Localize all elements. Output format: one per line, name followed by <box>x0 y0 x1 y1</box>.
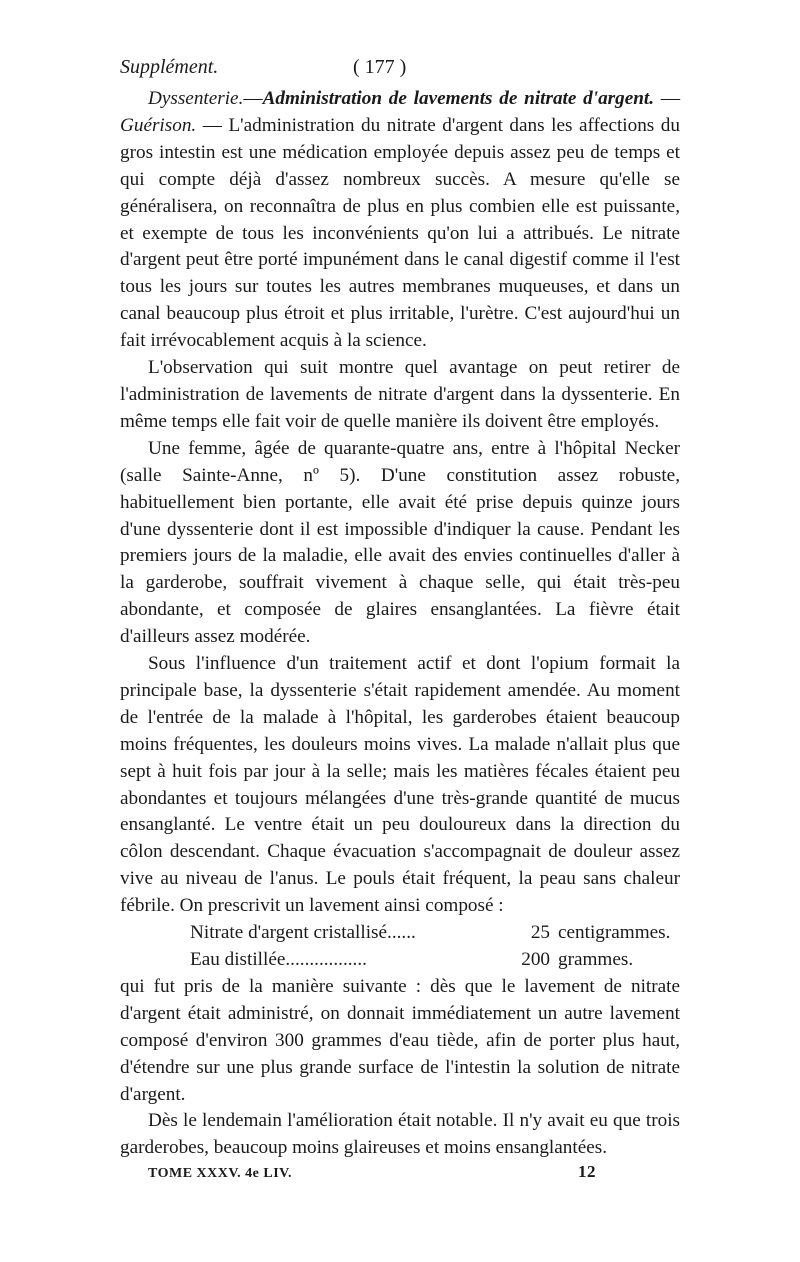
ingredient-unit: centigrammes. <box>558 922 671 944</box>
paragraph: L'observation qui suit montre quel avantage on peut retirer de l'administration de lavements de nitrate d'argent dans la dyssenterie. En même temps elle fait voir de quelle manière ils doivent être employés. <box>120 357 680 432</box>
ingredient-quantity: 25 <box>530 922 550 944</box>
running-title: Supplément. <box>120 56 219 78</box>
article-title-lead: Dyssenterie. <box>148 88 244 109</box>
page-number: ( 177 ) <box>353 56 407 78</box>
subtitle-dash: — <box>660 88 680 109</box>
ingredient-name: Nitrate d'argent cristallisé...... <box>190 922 416 944</box>
paragraph: Sous l'influence d'un traitement actif et dont l'opium formait la principale base, la dyssenterie s'était rapidement amendée. Au moment de l'entrée de la malade à l'hôpital, les garderobes étaient beaucoup moins fréquentes, les douleurs moins vives. La malade n'allait plus que sept à huit fois par jour à la selle; mais les matières fécales étaient peu abondantes et toujours mélangées d'une très-grande quantité de mucus ensanglanté. Le ventre était un peu douloureux dans la direction du côlon descendant. Chaque évacuation s'accompagnait de douleur assez vive au niveau de l'anus. Le pouls était fréquent, la peau sans chaleur fébrile. On prescrivit un lavement ainsi composé : <box>120 653 680 917</box>
prescription <box>120 920 680 974</box>
article-title-paragraph <box>120 86 680 355</box>
article-subtitle: Guérison. <box>120 114 197 136</box>
prescription-row <box>190 947 680 974</box>
paragraph-continuation: qui fut pris de la manière suivante : dès que le lavement de nitrate d'argent était administré, on donnait immédiatement un autre lavement composé d'environ 300 grammes d'eau tiède, afin de porter plus haut, d'étendre sur une plus grande surface de l'intestin la solution de nitrate d'argent. <box>120 975 680 1105</box>
paragraph: Dès le lendemain l'amélioration était notable. Il n'y avait eu que trois garderobes, beaucoup moins glaireuses et moins ensanglantées. <box>120 1110 680 1159</box>
page <box>120 56 680 1192</box>
ingredient-name: Eau distillée................. <box>190 949 367 970</box>
title-dash: — <box>243 88 263 109</box>
signature-mark: 12 <box>578 1162 596 1182</box>
ingredient-quantity: 200 <box>521 949 550 970</box>
paragraph: Une femme, âgée de quarante-quatre ans, entre à l'hôpital Necker (salle Sainte-Anne, nº 5). D'une constitution assez robuste, habituellement bien portante, elle avait été prise depuis quinze jours d'une dyssenterie dont il est impossible d'indiquer la cause. Pendant les premiers jours de la maladie, elle avait des envies continuelles d'aller à la garderobe, souffrait vivement à chaque selle, qui était très-peu abondante, et composée de glaires ensanglantées. La fièvre était d'ailleurs assez modérée. <box>120 437 680 648</box>
volume-mark: TOME XXXV. 4e LIV. <box>148 1166 292 1182</box>
page-header <box>120 56 680 86</box>
page-footer <box>120 1162 680 1192</box>
prescription-row <box>190 920 680 947</box>
ingredient-unit: grammes. <box>558 949 634 970</box>
intro-text: — L'administration du nitrate d'argent dans les affections du gros intestin est une médication employée depuis assez peu de temps et qui compte déjà d'assez nombreux succès. A mesure qu'elle se généralisera, on reconnaîtra de plus en plus combien elle est puissante, et exempte de tous les inconvénients qu'on lui a attribués. Le nitrate d'argent peut être porté impunément dans le canal digestif comme il l'est tous les jours sur toutes les autres membranes muqueuses, et dans un canal beaucoup plus étroit et plus irritable, l'urètre. C'est aujourd'hui un fait irrévocablement acquis à la science. <box>120 114 680 352</box>
article-title: Administration de lavements de nitrate d'argent. <box>262 88 655 109</box>
